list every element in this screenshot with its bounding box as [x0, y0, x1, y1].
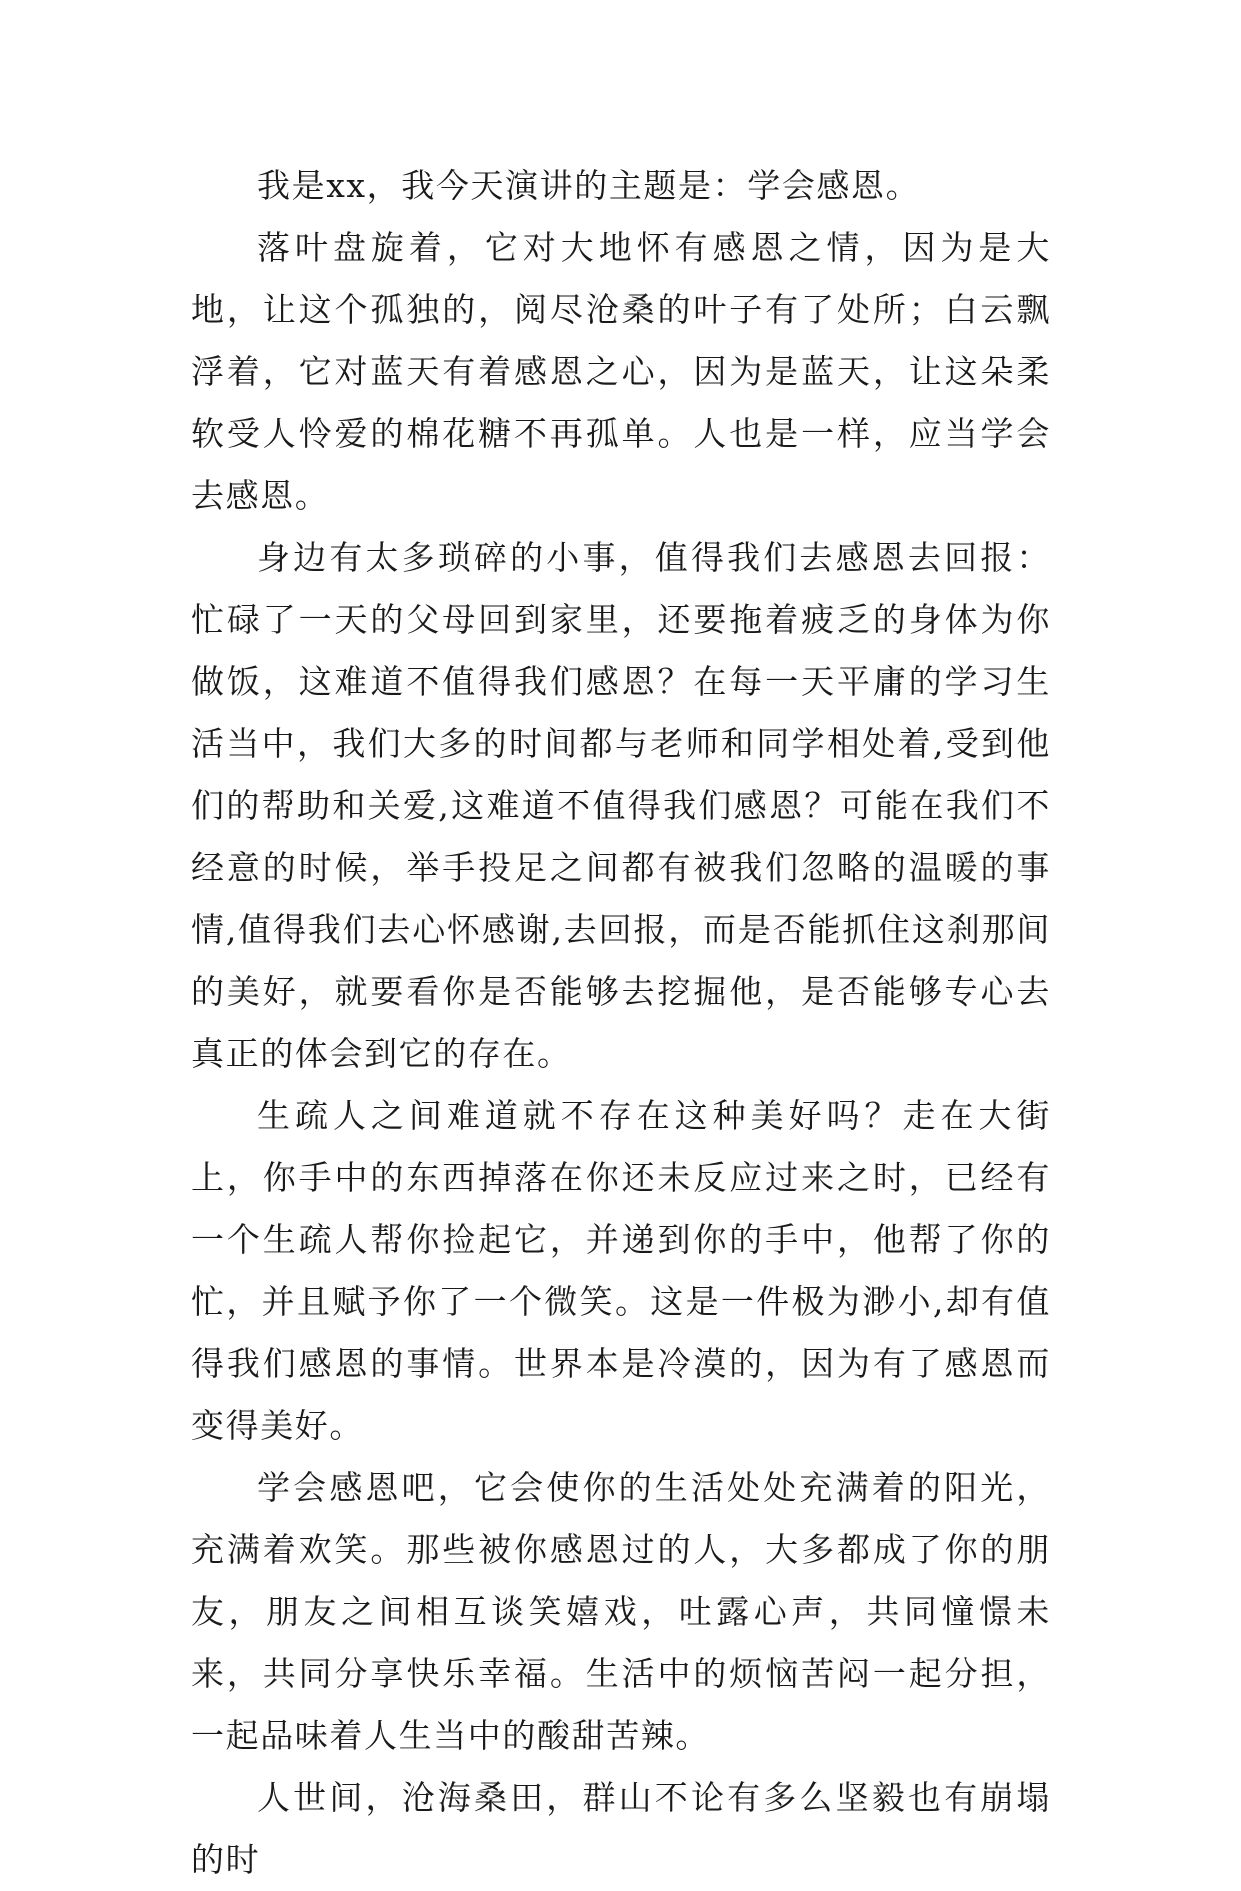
paragraph-learn-gratitude: 学会感恩吧，它会使你的生活处处充满着的阳光，充满着欢笑。那些被你感恩过的人，大多都成了你的朋友，朋友之间相互谈笑嬉戏，吐露心声，共同憧憬未来，共同分享快乐幸福。生活中的烦恼苦闷一起分担，一起品味着人生当中的酸甜苦辣。	[191, 1468, 1051, 1755]
paragraph-strangers: 生疏人之间难道就不存在这种美好吗？走在大街上，你手中的东西掉落在你还未反应过来之时，已经有一个生疏人帮你捡起它，并递到你的手中，他帮了你的忙，并且赋予你了一个微笑。这是一件极为渺小,却有值得我们感恩的事情。世界本是冷漠的，因为有了感恩而变得美好。	[191, 1096, 1051, 1445]
paragraph-leaves-clouds: 落叶盘旋着，它对大地怀有感恩之情，因为是大地，让这个孤独的，阅尽沧桑的叶子有了处所；白云飘浮着，它对蓝天有着感恩之心，因为是蓝天，让这朵柔软受人怜爱的棉花糖不再孤单。人也是一样，应当学会去感恩。	[191, 228, 1051, 515]
paragraph-world: 人世间，沧海桑田，群山不论有多么坚毅也有崩塌的时	[191, 1778, 1051, 1879]
speech-body	[191, 155, 1051, 1891]
paragraph-small-things: 身边有太多琐碎的小事，值得我们去感恩去回报：忙碌了一天的父母回到家里，还要拖着疲乏的身体为你做饭，这难道不值得我们感恩？在每一天平庸的学习生活当中，我们大多的时间都与老师和同学相处着,受到他们的帮助和关爱,这难道不值得我们感恩？可能在我们不经意的时候，举手投足之间都有被我们忽略的温暖的事情,值得我们去心怀感谢,去回报，而是否能抓住这刹那间的美好，就要看你是否能够去挖掘他，是否能够专心去真正的体会到它的存在。	[191, 538, 1051, 1073]
paragraph-intro: 我是xx，我今天演讲的主题是：学会感恩。	[257, 166, 921, 205]
